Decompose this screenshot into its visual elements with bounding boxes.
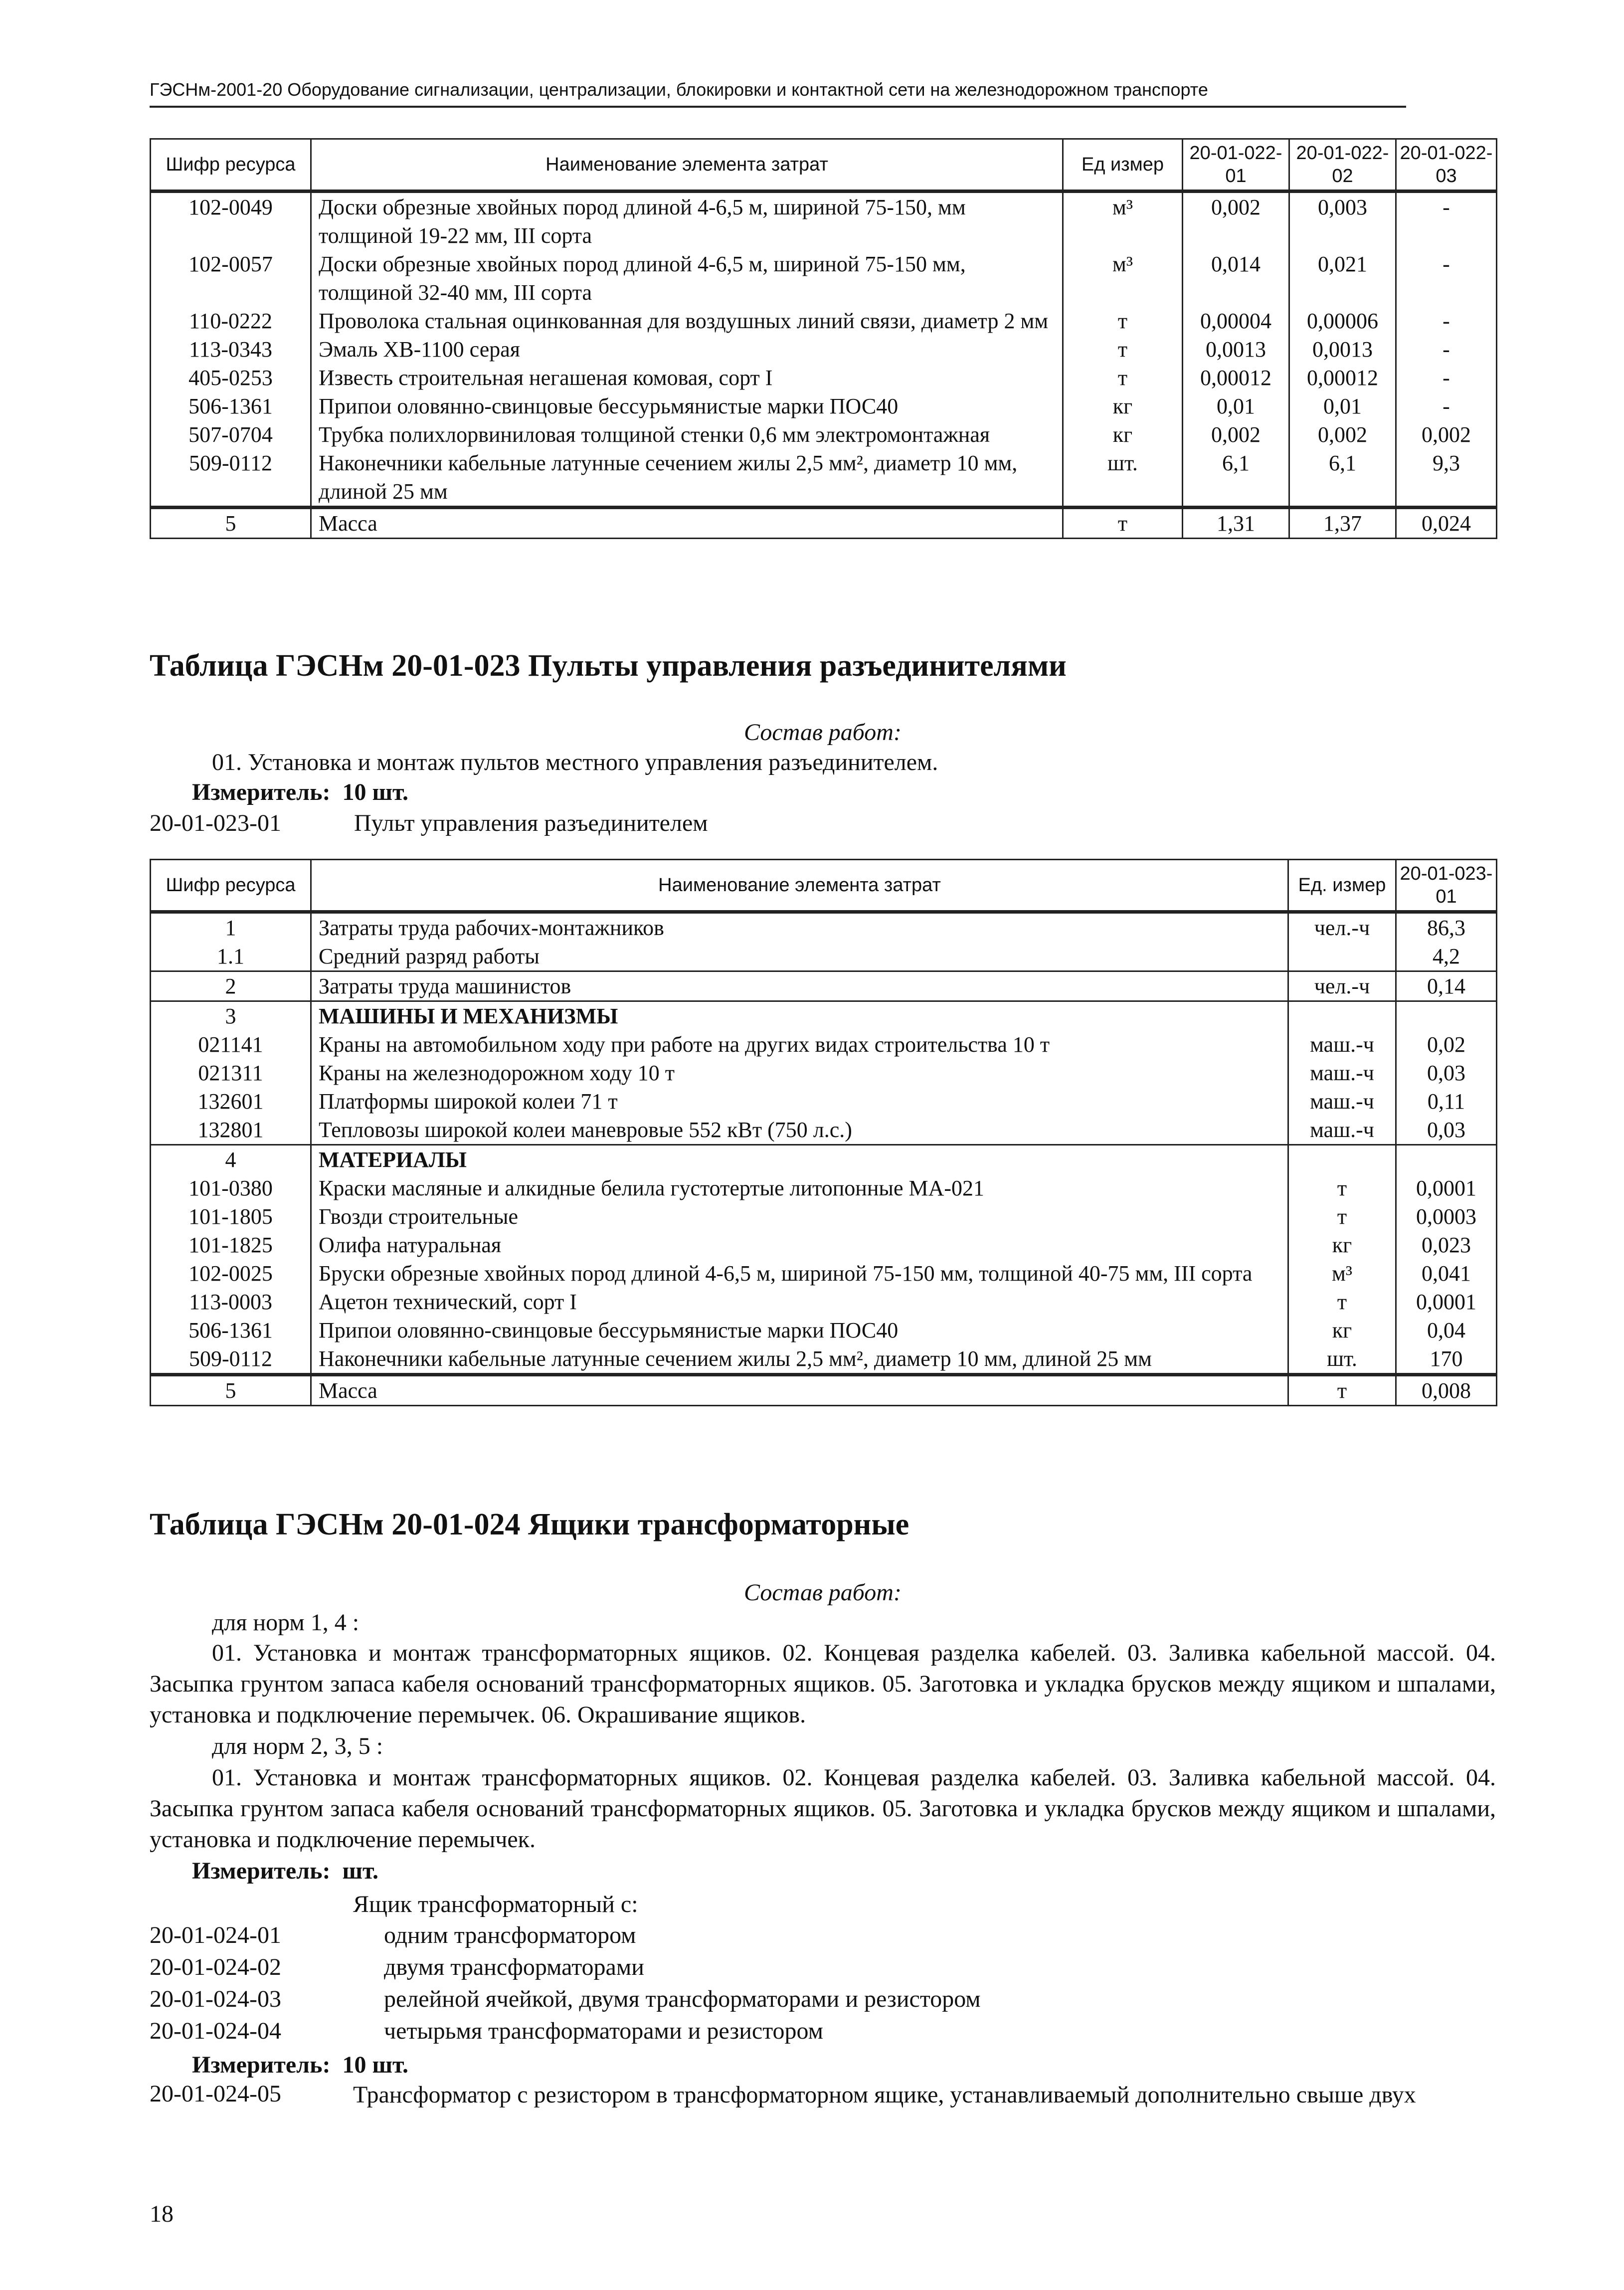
table-row-mass [151,1375,1497,1406]
table-row [151,912,1497,943]
measure-label: Измеритель: [192,1858,331,1884]
cell-code: 1 [151,912,311,943]
table-row [151,1231,1497,1259]
cell-code: 5 [151,1375,311,1406]
cell-name: Припои оловянно-свинцовые бессурьмянистые марки ПОС40 [311,392,1063,420]
cell-norm1: 0,00004 [1183,307,1289,335]
measure-label: Измеритель: [192,2052,331,2078]
cell-unit [1288,1001,1396,1031]
table-row [151,191,1497,250]
cell-unit: т [1288,1174,1396,1202]
cell-norm3: 0,024 [1396,508,1497,539]
cell-name: Затраты труда рабочих-монтажников [311,912,1288,943]
cell-norm: 0,008 [1396,1375,1497,1406]
cell-code: 101-1805 [151,1202,311,1231]
norm-name: релейной ячейкой, двумя трансформаторами и резистором [384,1986,981,2012]
col-header-name: Наименование элемента затрат [311,139,1063,191]
cell-unit: кг [1063,420,1183,449]
cell-code: 021141 [151,1030,311,1059]
norms-a-text: 01. Установка и монтаж трансформаторных ящиков. 02. Концевая разделка кабелей. 03. Заливка кабельной массой. 04. Засыпка грунтом запаса кабеля оснований трансформаторных ящиков. 05. Заготовка и укладка брусков между ящиком и шпалами, установка и подключение перемычек. 06. Окрашивание ящиков. [150,1640,1496,1728]
cell-norm: 0,0003 [1396,1202,1497,1231]
cell-code: 509-0112 [151,1344,311,1375]
table-row [151,420,1497,449]
table-row [151,364,1497,392]
cell-norm3: - [1396,392,1497,420]
col-header-name: Наименование элемента затрат [311,860,1288,912]
norm-list-item [150,2017,823,2046]
table-row [151,971,1497,1001]
cell-unit: маш.-ч [1288,1087,1396,1116]
cell-name: Тепловозы широкой колеи маневровые 552 кВт (750 л.с.) [311,1116,1288,1145]
cell-name: Припои оловянно-свинцовые бессурьмянистые марки ПОС40 [311,1316,1288,1344]
running-header: ГЭСНм-2001-20 Оборудование сигнализации, централизации, блокировки и контактной сети на железнодорожном транспорте [150,79,1406,108]
cell-name: Трубка полихлорвиниловая толщиной стенки 0,6 мм электромонтажная [311,420,1063,449]
cell-norm2: 0,002 [1289,420,1396,449]
cell-unit: т [1063,307,1183,335]
cell-name: Олифа натуральная [311,1231,1288,1259]
norm-code: 20-01-024-01 [150,1922,281,1948]
cell-norm1: 1,31 [1183,508,1289,539]
norms-b-label: для норм 2, 3, 5 : [212,1733,383,1759]
cell-name: Наконечники кабельные латунные сечением жилы 2,5 мм², диаметр 10 мм, длиной 25 мм [311,449,1063,508]
cell-unit: т [1288,1288,1396,1316]
cell-norm: 0,04 [1396,1316,1497,1344]
cell-code: 506-1361 [151,1316,311,1344]
cell-norm2: 0,00006 [1289,307,1396,335]
cell-unit: кг [1063,392,1183,420]
cell-name: МАТЕРИАЛЫ [311,1145,1288,1174]
cell-norm3: - [1396,250,1497,307]
measure-value: шт. [342,1858,378,1884]
norm-code: 20-01-024-04 [150,2018,281,2044]
norm-list-item [150,1985,981,2014]
table-row [151,942,1497,971]
page-number: 18 [150,2201,174,2227]
col-header-unit: Ед. измер [1288,860,1396,912]
norm-code: 20-01-023-01 [150,810,281,836]
cell-code: 2 [151,971,311,1001]
cell-code: 101-1825 [151,1231,311,1259]
cell-norm: 0,041 [1396,1259,1497,1288]
table-row [151,449,1497,508]
table-row [151,335,1497,364]
cell-norm2: 0,021 [1289,250,1396,307]
measure-line-023 [192,778,408,807]
cell-code: 021311 [151,1059,311,1087]
cell-norm3: - [1396,191,1497,250]
cell-unit [1288,942,1396,971]
cell-code: 405-0253 [151,364,311,392]
cell-code: 101-0380 [151,1174,311,1202]
norm-code: 20-01-024-03 [150,1986,281,2012]
cell-norm: 170 [1396,1344,1497,1375]
cell-name: Масса [311,508,1063,539]
col-header-code: Шифр ресурса [151,860,311,912]
norm-name-024-05: Трансформатор с резистором в трансформаторном ящике, устанавливаемый дополнительно свыше двух [353,2082,1416,2108]
cell-unit: м³ [1063,250,1183,307]
cell-unit: шт. [1063,449,1183,508]
col-header-norm: 20-01-023-01 [1396,860,1497,912]
cell-norm: 0,023 [1396,1231,1497,1259]
cell-unit: маш.-ч [1288,1116,1396,1145]
table-row [151,392,1497,420]
measure-label: Измеритель: [192,779,331,805]
table-row [151,1259,1497,1288]
table-row [151,1202,1497,1231]
cell-unit: м³ [1063,191,1183,250]
col-header-norm1: 20-01-022-01 [1183,139,1289,191]
cell-norm1: 0,014 [1183,250,1289,307]
cell-unit [1288,1145,1396,1174]
table-row [151,307,1497,335]
table-row [151,1145,1497,1174]
cell-unit: т [1288,1202,1396,1231]
cell-unit: т [1063,335,1183,364]
measure-line-024-b [192,2051,408,2080]
cell-name: Платформы широкой колеи 71 т [311,1087,1288,1116]
cell-code: 507-0704 [151,420,311,449]
table-row [151,1344,1497,1375]
cell-name: Краны на железнодорожном ходу 10 т [311,1059,1288,1087]
cell-norm2: 6,1 [1289,449,1396,508]
norms-a-label: для норм 1, 4 : [212,1609,360,1636]
cell-norm2: 0,01 [1289,392,1396,420]
cell-unit: маш.-ч [1288,1059,1396,1087]
cell-name: Доски обрезные хвойных пород длиной 4-6,5 м, шириной 75-150 мм, толщиной 32-40 мм, III сорта [311,250,1063,307]
table-row [151,1087,1497,1116]
cell-name: Эмаль ХВ-1100 серая [311,335,1063,364]
cell-norm [1396,1001,1497,1031]
cell-name: Наконечники кабельные латунные сечением жилы 2,5 мм², диаметр 10 мм, длиной 25 мм [311,1344,1288,1375]
section-title-023: Таблица ГЭСНм 20-01-023 Пульты управления разъединителями [150,649,1067,683]
cell-norm1: 0,002 [1183,420,1289,449]
cell-norm: 0,14 [1396,971,1497,1001]
cell-code: 509-0112 [151,449,311,508]
measure-value: 10 шт. [342,2052,408,2078]
table-row [151,1116,1497,1145]
cell-norm3: 0,002 [1396,420,1497,449]
cell-code: 102-0025 [151,1259,311,1288]
cell-code: 102-0057 [151,250,311,307]
cell-name: Бруски обрезные хвойных пород длиной 4-6,5 м, шириной 75-150 мм, толщиной 40-75 мм, III сорта [311,1259,1288,1288]
table-row [151,1001,1497,1031]
cell-norm: 0,0001 [1396,1174,1497,1202]
table-row-mass [151,508,1497,539]
cell-unit: кг [1288,1316,1396,1344]
cell-name: Затраты труда машинистов [311,971,1288,1001]
table-20-01-022 [150,138,1497,539]
cell-norm: 0,0001 [1396,1288,1497,1316]
cell-name: Ацетон технический, сорт I [311,1288,1288,1316]
table-row [151,1059,1497,1087]
norm-line-023-01 [150,809,708,838]
cell-unit: м³ [1288,1259,1396,1288]
cell-norm2: 1,37 [1289,508,1396,539]
norm-name: Пульт управления разъединителем [354,810,708,836]
cell-code: 1.1 [151,942,311,971]
cell-norm2: 0,00012 [1289,364,1396,392]
cell-norm2: 0,0013 [1289,335,1396,364]
norm-name: двумя трансформаторами [384,1954,644,1980]
cell-code: 506-1361 [151,392,311,420]
measure-line-024-a [192,1857,378,1886]
cell-name: Доски обрезные хвойных пород длиной 4-6,5 м, шириной 75-150, мм толщиной 19-22 мм, III сорта [311,191,1063,250]
cell-norm1: 0,0013 [1183,335,1289,364]
cell-name: Гвозди строительные [311,1202,1288,1231]
cell-unit: т [1063,364,1183,392]
cell-name: Краски масляные и алкидные белила густотертые литопонные МА-021 [311,1174,1288,1202]
cell-code: 132801 [151,1116,311,1145]
norm-name: одним трансформатором [384,1922,636,1948]
cell-norm: 0,11 [1396,1087,1497,1116]
cell-name: МАШИНЫ И МЕХАНИЗМЫ [311,1001,1288,1031]
cell-norm: 0,03 [1396,1116,1497,1145]
norm-name: четырьмя трансформаторами и резистором [384,2018,823,2044]
cell-norm3: - [1396,364,1497,392]
norms-b-text: 01. Установка и монтаж трансформаторных ящиков. 02. Концевая разделка кабелей. 03. Заливка кабельной массой. 04. Засыпка грунтом запаса кабеля оснований трансформаторных ящиков. 05. Заготовка и укладка брусков между ящиком и шпалами, установка и подключение перемычек. [150,1764,1496,1853]
table-row [151,1316,1497,1344]
cell-norm1: 0,00012 [1183,364,1289,392]
cell-norm: 0,03 [1396,1059,1497,1087]
col-header-norm3: 20-01-022-03 [1396,139,1497,191]
cell-norm3: - [1396,335,1497,364]
cell-unit: кг [1288,1231,1396,1259]
table-row [151,1174,1497,1202]
cell-code: 113-0003 [151,1288,311,1316]
cell-name: Краны на автомобильном ходу при работе на других видах строительства 10 т [311,1030,1288,1059]
work-composition-label-024: Состав работ: [744,1579,902,1606]
cell-norm: 4,2 [1396,942,1497,971]
cell-unit: т [1288,1375,1396,1406]
cell-name: Средний разряд работы [311,942,1288,971]
cell-unit: чел.-ч [1288,912,1396,943]
cell-norm3: - [1396,307,1497,335]
col-header-unit: Ед измер [1063,139,1183,191]
cell-name: Известь строительная негашеная комовая, сорт I [311,364,1063,392]
norm-code-024-05: 20-01-024-05 [150,2081,281,2107]
cell-unit: т [1063,508,1183,539]
norm-list-item [150,1953,644,1982]
table-row [151,1030,1497,1059]
norm-code: 20-01-024-02 [150,1954,281,1980]
cell-code: 3 [151,1001,311,1031]
cell-code: 132601 [151,1087,311,1116]
cell-unit: чел.-ч [1288,971,1396,1001]
col-header-code: Шифр ресурса [151,139,311,191]
cell-code: 5 [151,508,311,539]
cell-name: Проволока стальная оцинкованная для воздушных линий связи, диаметр 2 мм [311,307,1063,335]
cell-norm [1396,1145,1497,1174]
cell-code: 4 [151,1145,311,1174]
table-row [151,1288,1497,1316]
work-composition-label-023: Состав работ: [744,719,902,746]
table-row [151,250,1497,307]
cell-norm1: 6,1 [1183,449,1289,508]
cell-unit: маш.-ч [1288,1030,1396,1059]
cell-unit: шт. [1288,1344,1396,1375]
table-20-01-023 [150,859,1497,1406]
cell-norm2: 0,003 [1289,191,1396,250]
work-item-023: 01. Установка и монтаж пультов местного управления разъединителем. [212,749,938,775]
measure-value: 10 шт. [342,779,408,805]
section-title-024: Таблица ГЭСНм 20-01-024 Ящики трансформаторные [150,1508,909,1541]
norm-list-item [150,1921,636,1950]
group-title: Ящик трансформаторный с: [353,1891,638,1917]
cell-name: Масса [311,1375,1288,1406]
cell-norm1: 0,002 [1183,191,1289,250]
cell-norm3: 9,3 [1396,449,1497,508]
col-header-norm2: 20-01-022-02 [1289,139,1396,191]
cell-code: 110-0222 [151,307,311,335]
cell-code: 113-0343 [151,335,311,364]
cell-norm: 86,3 [1396,912,1497,943]
cell-code: 102-0049 [151,191,311,250]
cell-norm1: 0,01 [1183,392,1289,420]
cell-norm: 0,02 [1396,1030,1497,1059]
